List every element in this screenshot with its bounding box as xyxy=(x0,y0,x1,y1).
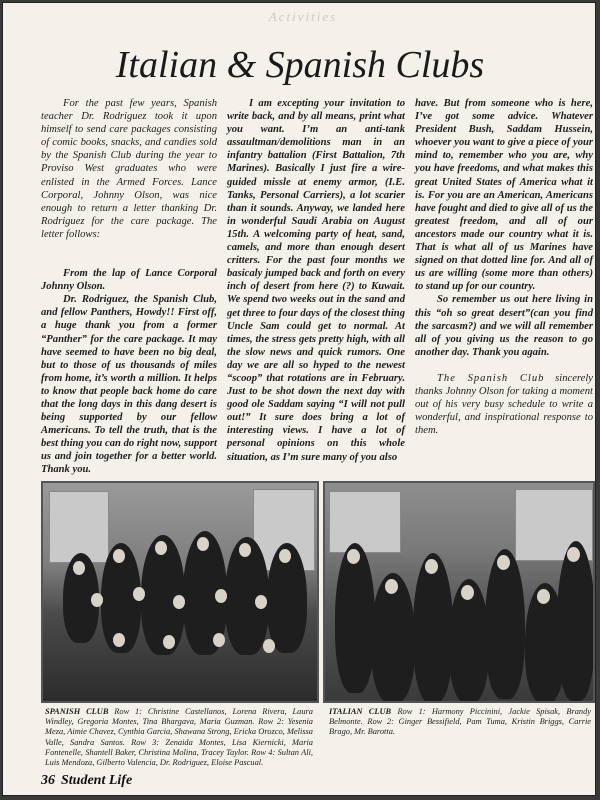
section-name: Student Life xyxy=(61,773,133,788)
running-head: Activities xyxy=(268,9,338,24)
article-column-3 xyxy=(415,97,593,437)
closing-text: sincerely thanks Johnny Olson for taking a moment out of his very busy schedule to write a wonderful, and inspirational response to them. xyxy=(415,372,593,437)
letter-paragraph-3: have. But from someone who is here, I’ve got some advice. Whatever President Bush, Saddam Hussein, whoever you want to give a piece of your mind to, remember who you are, why you have freedoms, and what makes this great United States of America what it is. For you are an American, Americans have fought and died to give all of us the greatest freedom, and all of our ancestors made our country what it is. That is what all of us Marines have signed on that dotted line for. And all of us are willing (some more than others) to stand up for our country. xyxy=(415,98,593,293)
letter-paragraph-4: So remember us out here living in this “oh so great desert”(can you find the sarcasm?) and we will all remember all of you giving us the reason to go another day. Thank you again. xyxy=(415,294,593,358)
article-column-1 xyxy=(41,97,217,477)
italian-club-photo xyxy=(323,481,595,703)
yearbook-page xyxy=(2,2,596,796)
article-column-2 xyxy=(227,97,405,464)
spanish-club-caption-text: Row 1: Christine Castellanos, Lorena Rivera, Laura Windley, Gregoria Montes, Tina Bhargava, Maria Guzman. Row 2: Yesenia Meza, Aimie Chavez, Cynthia Garcia, Shawana Strong, Ericka Orozco, Melissa Valle, Sandra Santos. Row 3: Zenaida Montes, Lisa Kiernicki, Maria Fontenelle, Shantell Baker, Christina Molina, Tracey Taylor. Row 4: Sultan Ali, Luis Mendoza, Gilberto Valencia, Dr. Rodriguez, Eloise Pascual. xyxy=(45,707,313,768)
letter-paragraph-2: I am excepting your invitation to write back, and by all means, print what you want. I’m an anti-tank assaultman/demolitions man in an infantry battalion (First Battalion, 7th Marines). Basically I just fire a wire-guided missle at enemy armor, (I.E. Tanks, Personal Carriers), a lot scarier than it sounds. Anyway, we landed here in wonderful Saudi Arabia on August 15th. A welcoming party of heat, sand, camels, and more than enough desert critters. For the past four months we basicaly jumped back and forth on every inch of desert from here (?) to Kuwait. We spend two weeks out in the sand and get three to four days of the closest thing Uncle Sam could get to normal. At times, the stress gets pretty high, with all the slow news and quick rumors. One day we are all so hyped to the newest “scoop” that rotations are in February. Just to be shot down the next day with good ole Saddam saying “I will not pull out!” It sure does bring a lot of interesting views. I have a lot of personal opinions on this whole situation, as I’m sure many of you also xyxy=(227,98,405,463)
spanish-club-photo xyxy=(41,481,319,703)
closing-lead: The Spanish Club xyxy=(437,372,545,384)
letter-paragraph-1: Dr. Rodriguez, the Spanish Club, and fellow Panthers, Howdy!! First off, a huge thank you from a former “Panther” for the care package. It may have seemed to have been no big deal, but to those of us thousands of miles from home, it’s worth a million. It helps to know that people back home do care that the long days in this dang desert is being supported by our fellow Americans. To tell the truth, that is the best thing you can do right now, support us and join together for a better world. Thank you. xyxy=(41,294,217,476)
spanish-club-caption xyxy=(45,707,313,768)
italian-club-caption-text: Row 1: Harmony Piccinini, Jackie Spisak, Brandy Belmonte. Row 2: Ginger Bessifield, Pam Tuma, Kristin Briggs, Carrie Brago, Mr. Barotta. xyxy=(329,707,592,737)
spanish-club-caption-label: SPANISH CLUB xyxy=(45,707,109,716)
letter-from-line: From the lap of Lance Corporal Johnny Olson. xyxy=(41,268,217,293)
page-folio xyxy=(41,773,132,789)
italian-club-caption-label: ITALIAN CLUB xyxy=(329,707,392,716)
intro-paragraph: For the past few years, Spanish teacher Dr. Rodriguez took it upon himself to send care packages consisting of comic books, snacks, and candies sold by the Spanish Club during the year to Proviso West graduates who were enlisted in the Armed Forces. Lance Corporal, Johnny Olson, was nice enough to return a letter thanking Dr. Rodriguez for the care package. The letter follows: xyxy=(41,98,217,240)
closing-paragraph xyxy=(415,372,593,437)
italian-club-caption xyxy=(329,707,591,738)
page-number: 36 xyxy=(41,773,55,788)
page-title: Italian & Spanish Clubs xyxy=(115,44,485,86)
